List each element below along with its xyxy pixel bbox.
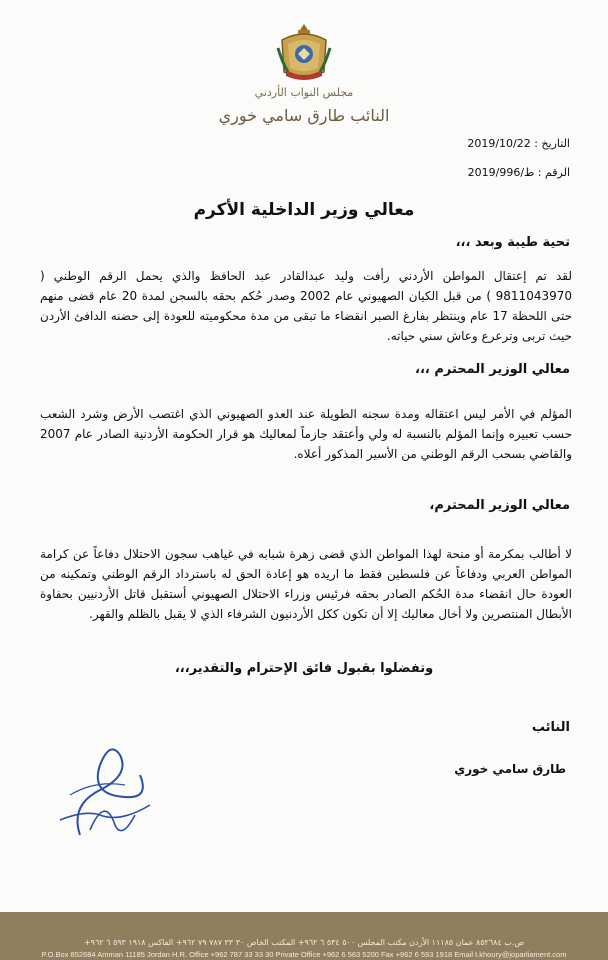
footer-english-contact: P.O.Box 852684 Amman 11185 Jordan H.R. Office +962 787 33 33 30 Private Office +962 6 563 5200 Fax +962 6 593 1918 Email t.khoury@joparliament.com [41, 950, 567, 959]
paragraph-1: لقد تم إعتقال المواطن الأردني رأفت وليد عبدالقادر عبد الحافظ والذي يحمل الرقم الوطني ( 9811043970 ) من قبل الكيان الصهيوني عام 2002 وصدر حُكم بحقه بالسجن لمدة 20 عام قضى منهم حتى اللحظة 17 عام وينتظر بفارغ الصبر انقضاء ما تبقى من مدة محكوميته للعودة إلى حضنه الدافئ الأردن حيث تربى وترعرع وعاش سني حياته. [40, 269, 573, 343]
letter-footer [0, 912, 608, 960]
greeting: تحية طيبة وبعد ،،، [455, 235, 570, 250]
signatory-title: النائب [531, 720, 570, 735]
signatory-name: طارق سامي خوري [454, 762, 566, 776]
handwritten-signature-icon [30, 735, 170, 845]
deputy-name-header: النائب طارق سامي خوري [218, 106, 390, 125]
letter-reference: الرقم : ط/2019/996 [467, 166, 570, 179]
closing-line: وتفضلوا بقبول فائق الإحترام والتقدير،،، [174, 661, 434, 676]
paragraph-2: المؤلم في الأمر ليس اعتقاله ومدة سجنه الطويلة عند العدو الصهيوني الذي اغتصب الأرض وشرد الشعب حسب تعبيره وإنما المؤلم بالنسبة له ولي وأعتقد جازماً لمعاليك هو قرار الحكومة الأردنية الصادر عام 2007 والقاضي بسحب الرقم الوطني من الأسير المذكور أعلاه. [40, 407, 572, 461]
letter-date: التاريخ : 2019/10/22 [467, 137, 570, 150]
heading-3: معالي الوزير المحترم، [429, 498, 570, 513]
parliament-name: مجلس النواب الأردني [254, 86, 354, 99]
paragraph-3: لا أطالب بمكرمة أو منحة لهذا المواطن الذي قضى زهرة شبابه في غياهب سجون الاحتلال دفاعاً عن كرامة المواطن العربي ودفاعاً عن فلسطين فقط ما اريده هو إعادة الحق له باسترداد الرقم الوطني وتمكينه من العودة حال انقضاء مدة الحُكم الصادر بحقه فرئيس وزراء الاحتلال الصهيوني أستقبل قاتل الأردنيين بحفاوة الأبطال المنتصرين ولا أخال معاليك إلا أن تكون ككل الأردنيون الشرفاء الذي لا يقبل بالظلم والقهر. [40, 547, 572, 621]
heading-2: معالي الوزير المحترم ،،، [415, 362, 570, 377]
addressee-heading: معالي وزير الداخلية الأكرم [193, 200, 415, 220]
jordan-coat-of-arms-icon [272, 20, 336, 84]
footer-arabic-contact: ص.ب ٨٥٢٦٨٤ عمان ١١١٨٥ الأردن مكتب المجلس ٥٠٠ ٥٣٤ ٦ ٩٦٢+ المكتب الخاص ٣٠ ٣٣ ٧٨٧ ٧٩ ٩٦٢+ الفاكس ١٩١٨ ٥٩٣ ٦ ٩٦٢+ [83, 938, 525, 947]
